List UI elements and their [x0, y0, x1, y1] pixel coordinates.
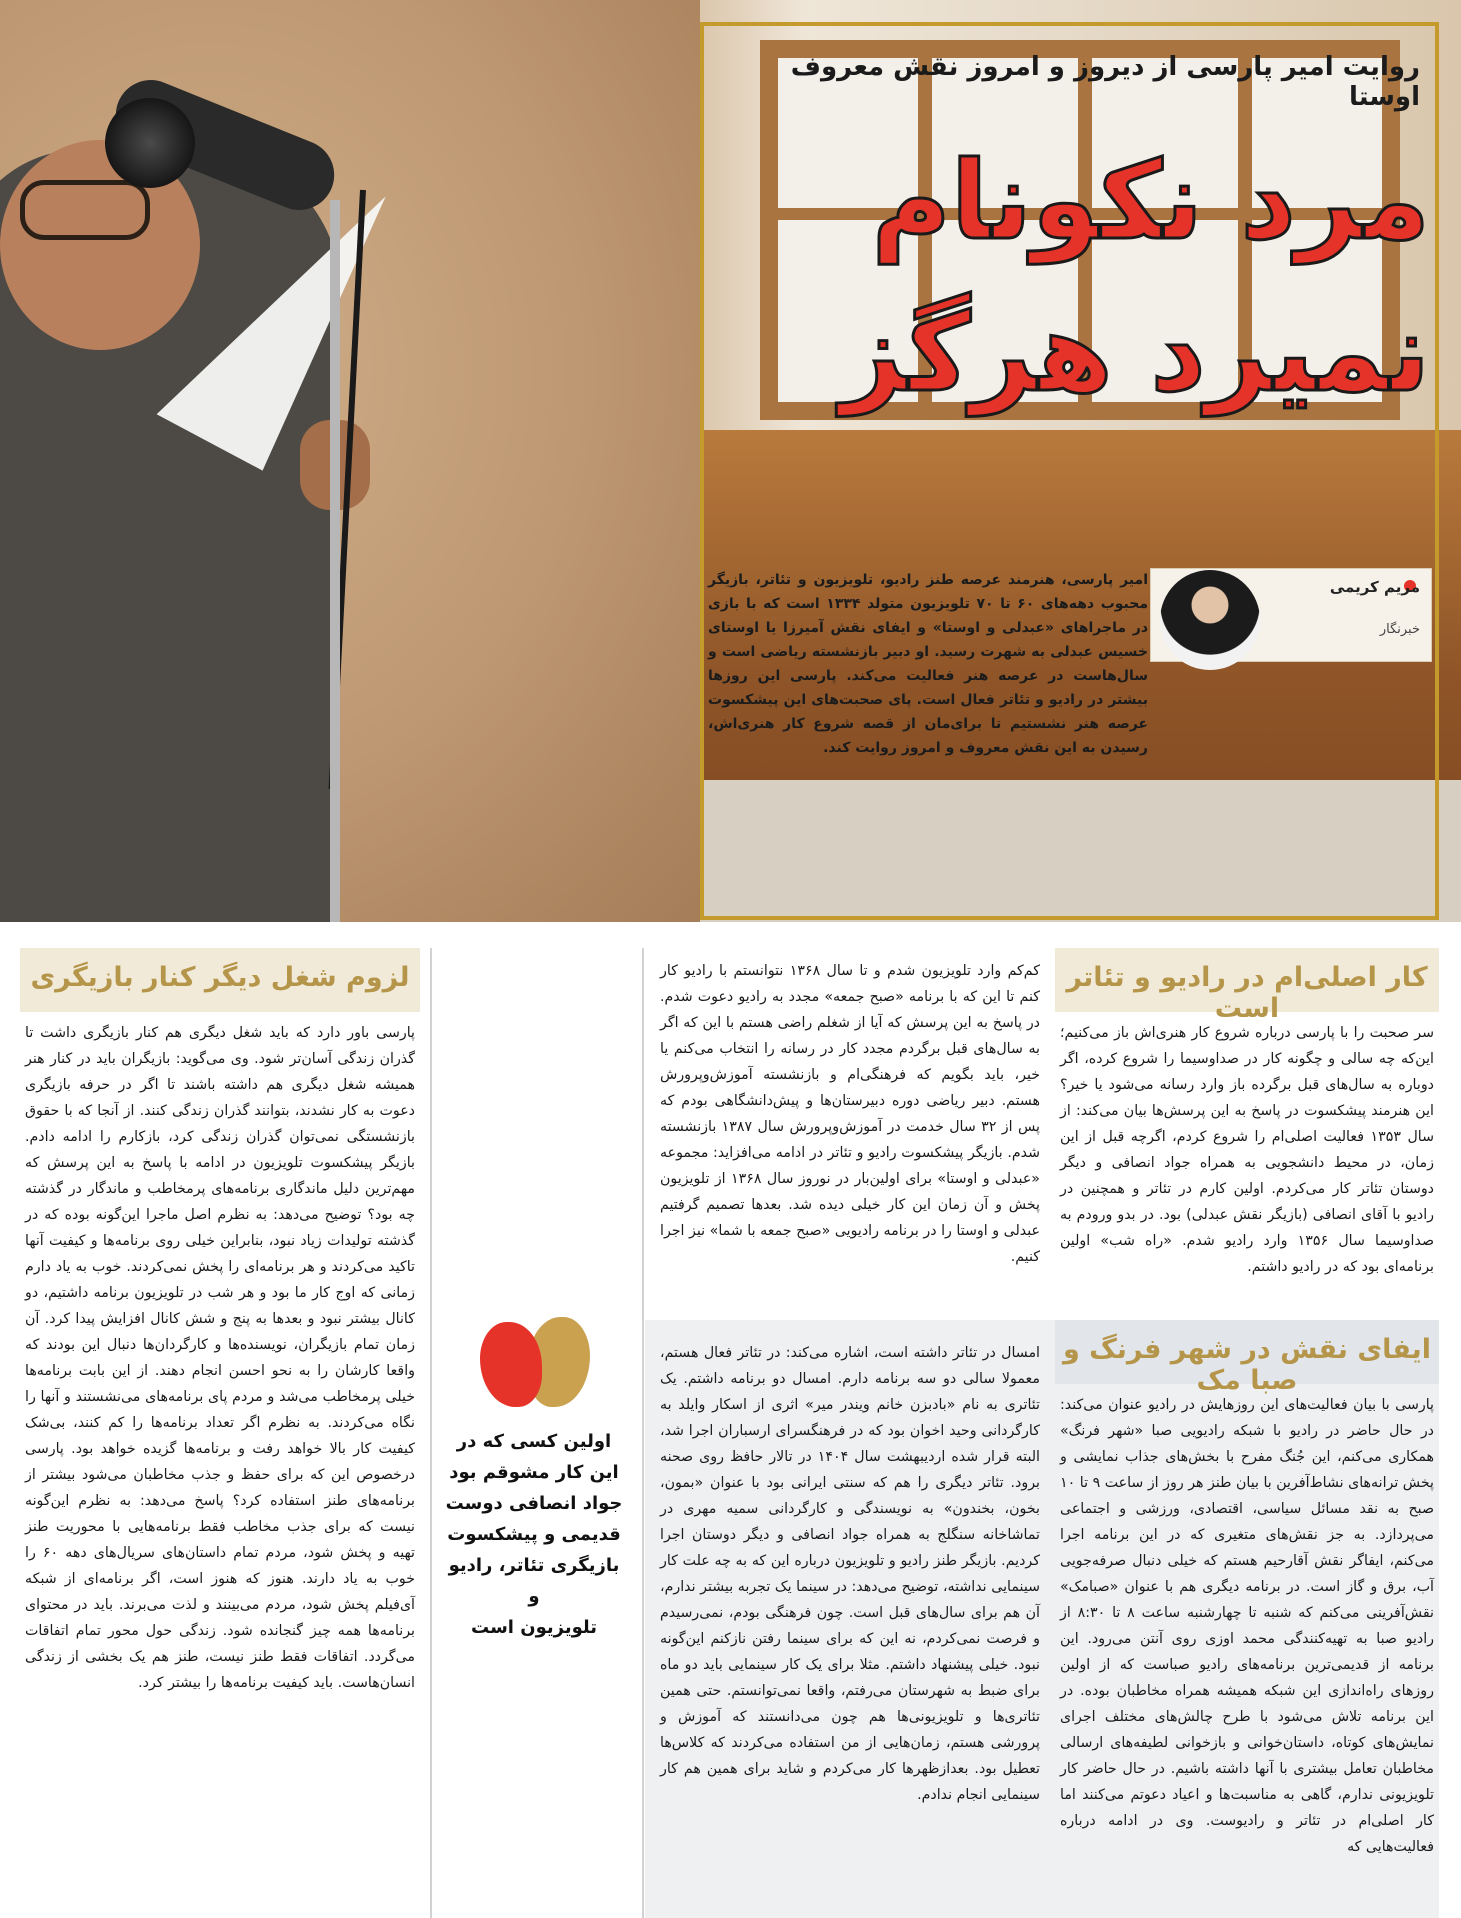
- kicker: روایت امیر پارسی از دیروز و امروز نقش معروف اوستا: [790, 52, 1420, 112]
- pull-quote: [440, 1426, 628, 1643]
- photo-mic-stand: [330, 200, 340, 922]
- section-title-radio: کار اصلی‌ام در رادیو و تئاتر است: [1066, 962, 1428, 1024]
- pull-quote-line: جواد انصافی دوست: [445, 1493, 623, 1514]
- author-name: مریم کریمی: [1329, 578, 1420, 596]
- headline-line-2: نمیرد هرگز: [840, 291, 1430, 416]
- pull-quote-line: تلویزیون است: [471, 1617, 597, 1638]
- section-text-job: پارسی باور دارد که باید شغل دیگری هم کنار بازیگری داشت تا گذران زندگی آسان‌تر شود. وی می‌گوید: بازیگران باید در کنار هنر همیشه شغل دیگری هم داشته باشند تا اگر در حرفه بازیگری دعوت به کار نشدند، بتوانند گذران زندگی کنند. از آنجا که با حقوق بازنشستگی نمی‌توان گذران زندگی کرد، بازکارم را ادامه دادم. بازیگر پیشکسوت تلویزیون در ادامه با پاسخ به این پرسش که مهم‌ترین دلیل ماندگاری برنامه‌های پرمخاطب و ماندگار در گذشته چه بود؟ توضیح می‌دهد: به نظرم اصل ماجرا این‌گونه بوده که در گذشته تولیدات زیاد نبود، بنابراین خیلی روی برنامه‌ها و کیفیت آنها تاکید می‌کردند و هر برنامه‌ای را پخش نمی‌کردند. خوب به یاد دارم زمانی که اوج کار ما بود و هر شب در تلویزیون برنامه داشتیم، دو کانال بیشتر نبود و بعدها به پنج و شش کانال افزایش پیدا کرد. آن زمان تمام بازیگران، نویسنده‌ها و کارگردان‌ها دنبال این بودند که واقعا کارشان را به نحو احسن انجام دهند. از این بابت برنامه‌ها خیلی پرمخاطب می‌شد و مردم پای برنامه‌های می‌نشستند و آنها را نگاه می‌کردند. به نظرم اگر تعداد برنامه‌ها را کم کنند، بی‌شک کیفیت کار بالا خواهد رفت و برنامه‌ها گزیده خواهد بود. پارسی درخصوص این که برای حفظ و جذب مخاطبان می‌شود بیشتر از برنامه‌های طنز استفاده کرد؟ پاسخ می‌دهد: به نظرم این‌گونه نیست که برای جذب مخاطب فقط برنامه‌هایی با محوریت طنز تهیه و پخش شود، مردم تمام داستان‌های سریال‌های دهه ۶۰ را خوب به یاد دارند. هنوز که هنوز است، اگر برنامه‌ای از شبکه آی‌فیلم پخش شود، مردم می‌بینند و لذت می‌برند. باید در محتوای برنامه‌ها همه چیز گنجانده شود. زندگی حول محور تمام اتفاقات می‌گردد. اتفاقات فقط طنز نیست، طنز هم یک بخشی از زندگی انسان‌هاست. باید کیفیت برنامه‌ها را بیشتر کرد.: [25, 1025, 415, 1691]
- pull-quote-line: بازیگری تئاتر، رادیو و: [448, 1555, 620, 1607]
- column-divider: [430, 948, 432, 1918]
- author-avatar: [1160, 570, 1260, 670]
- pull-quote-line: اولین کسی که در: [456, 1431, 612, 1452]
- column-divider: [642, 948, 644, 1918]
- author-role: خبرنگار: [1379, 622, 1420, 637]
- section-text-tv: کم‌کم وارد تلویزیون شدم و تا سال ۱۳۶۸ نتوانستم با رادیو کار کنم تا این که با برنامه «صبح جمعه» مجدد به رادیو دعوت شدم. در پاسخ به این پرسش که آیا از شغلم راضی هستم با این که اگر به سال‌های قبل برگردم مجدد کار در رسانه را انتخاب می‌کنم یا خیر، باید بگویم که فرهنگی‌ام و بازنشسته آموزش‌وپرورش هستم. دبیر ریاضی دوره دبیرستان‌ها و پیش‌دانشگاهی بودم که پس از ۳۲ سال خدمت در آموزش‌وپرورش سال ۱۳۸۷ بازنشسته شدم. بازیگر پیشکسوت رادیو و تئاتر در ادامه می‌افزاید: مجموعه «عبدلی و اوستا» برای اولین‌بار در نوروز سال ۱۳۶۸ از تلویزیون پخش و آن زمان این کار خیلی دیده شد. بعدها تصمیم گرفتیم عبدلی و اوستا را در برنامه رادیویی «صبح جمعه با شما» نیز اجرا کنیم.: [660, 963, 1040, 1265]
- headline-line-1: مرد نکونام: [871, 139, 1430, 264]
- section-text-theater: امسال در تئاتر داشته است، اشاره می‌کند: در تئاتر فعال هستم، معمولا سالی دو سه برنامه دارم. امسال دو برنامه داشتم. یک تئاتری به نام «بادبزن خانم ویندر میر» اثری از اسکار وایلد به کارگردانی وحید اخوان بود که در فرهنگسرای ارسباران اجرا شد، البته قرار شده اردیبهشت سال ۱۴۰۴ در تالار حافظ روی صحنه برود. تئاتر دیگری را هم که سنتی ایرانی بود با عنوان «بمون، بخون، بخندون» به نویسندگی و کارگردانی سمیه مهری در تماشاخانه سنگلج به همراه جواد انصافی و دیگر دوستان اجرا کردیم. بازیگر طنز رادیو و تلویزیون درباره این که به چه علت کار سینمایی نداشته، توضیح می‌دهد: در سینما یک تجربه بیشتر ندارم، آن هم برای سال‌های قبل است. چون فرهنگی بودم، نمی‌رسیدم و فرصت نمی‌کردم، نه این که برای سینما رفتن نازکنم این‌گونه نبود. خیلی پیشنهاد داشتم. مثلا برای یک کار سینمایی باید دو ماه برای ضبط به شهرستان می‌رفتم، واقعا نمی‌توانستم. حتی همین تئاتری‌ها و تلویزیونی‌ها هم چون می‌دانستند که آموزش و پرورشی هستم، زمان‌هایی از من استفاده می‌کردند که کلاس‌ها تعطیل بود. بعدازظهرها کار می‌کردم و شاید برای همین هم کار سینمایی انجام ندادم.: [660, 1345, 1040, 1803]
- pull-quote-line: قدیمی و پیشکسوت: [447, 1524, 621, 1545]
- section-text-radio: سر صحبت را با پارسی درباره شروع کار هنری‌اش باز می‌کنیم؛ این‌که چه سالی و چگونه کار در صداوسیما را شروع کرده، اگر دوباره به سال‌های قبل برگرده باز وارد رسانه می‌شود یا خیر؟ این هنرمند پیشکسوت در پاسخ به این پرسش‌ها بیان می‌کند: از سال ۱۳۵۳ فعالیت اصلی‌ام را شروع کردم، اگرچه قبل از این زمان، در محیط دانشجویی به همراه جواد انصافی و دیگر دوستان تئاتر کار می‌کردم. اولین کارم در تئاتر و همچنین در رادیو با آقای انصافی (بازیگر نقش عبدلی) بود. در بدو ورودم به صداوسیما سال ۱۳۵۶ وارد رادیو شدم. «راه شب» اولین برنامه‌ای بود که در رادیو داشتم.: [1060, 1025, 1435, 1275]
- section-title-role: ایفای نقش در شهر فرنگ و صبا مک: [1062, 1334, 1432, 1396]
- microphone-icon: [105, 98, 195, 188]
- quote-icon: [480, 1312, 590, 1422]
- section-text-role: پارسی با بیان فعالیت‌های این روزهایش در رادیو عنوان می‌کند: در حال حاضر در رادیو با شبکه رادیویی صبا «شهر فرنگ» همکاری می‌کنم، این جُنگ مفرح با بخش‌های جذاب نمایشی و پخش ترانه‌های نشاط‌آفرین با بیان طنز هر روز از ساعت ۹ تا ۱۰ صبح به نقد مسائل سیاسی، اقتصادی، ورزشی و اجتماعی می‌پردازد. به جز نقش‌های متغیری که در این برنامه اجرا می‌کنم، ایفاگر نقش آقارحیم هستم که خیلی دنبال صرفه‌جویی آب، برق و گاز است. در برنامه دیگری هم با عنوان «صبامک» نقش‌آفرینی می‌کنم که شنبه تا چهارشنبه ساعت ۸ تا ۸:۳۰ از رادیو صبا به تهیه‌کنندگی محمد اوزی روی آنتن می‌رود. این برنامه از قدیمی‌ترین برنامه‌های رادیو صباست که از اولین روزهای راه‌اندازی این شبکه همیشه همراه مخاطبان بوده. در این برنامه تلاش می‌شود با طرح چالش‌های مختلف اجرای نمایش‌های کوتاه، داستان‌خوانی و بازخوانی لطیفه‌های ارسالی مخاطبان تعامل بیشتری با آنها داشته باشیم. در حال حاضر کار تلویزیونی ندارم، گاهی به مناسبت‌ها و اعیاد دعوتم می‌کنند اما کار اصلی‌ام در تئاتر و رادیوست. وی در ادامه درباره فعالیت‌هایی که: [1060, 1397, 1434, 1855]
- pull-quote-line: این کار مشوقم بود: [449, 1462, 619, 1483]
- section-title-job: لزوم شغل دیگر کنار بازیگری: [30, 962, 410, 993]
- lead-paragraph: امیر پارسی، هنرمند عرصه طنز رادیو، تلویزیون و تئاتر، بازیگر محبوب دهه‌های ۶۰ تا ۷۰ تلویزیون متولد ۱۳۳۴ است که با بازی در ماجراهای «عبدلی و اوستا» و ایفای نقش آمیرزا یا اوستای خسیس عبدلی به شهرت رسید. او دبیر بازنشسته ریاضی است و سال‌هاست در عرصه هنر فعالیت می‌کند. پارسی این روزها بیشتر در رادیو و تئاتر فعال است. پای صحبت‌های این پیشکسوت عرصه هنر نشستیم تا برای‌مان از قصه شروع کار هنری‌اش، رسیدن به این نقش معروف و امروز روایت کند.: [708, 572, 1149, 756]
